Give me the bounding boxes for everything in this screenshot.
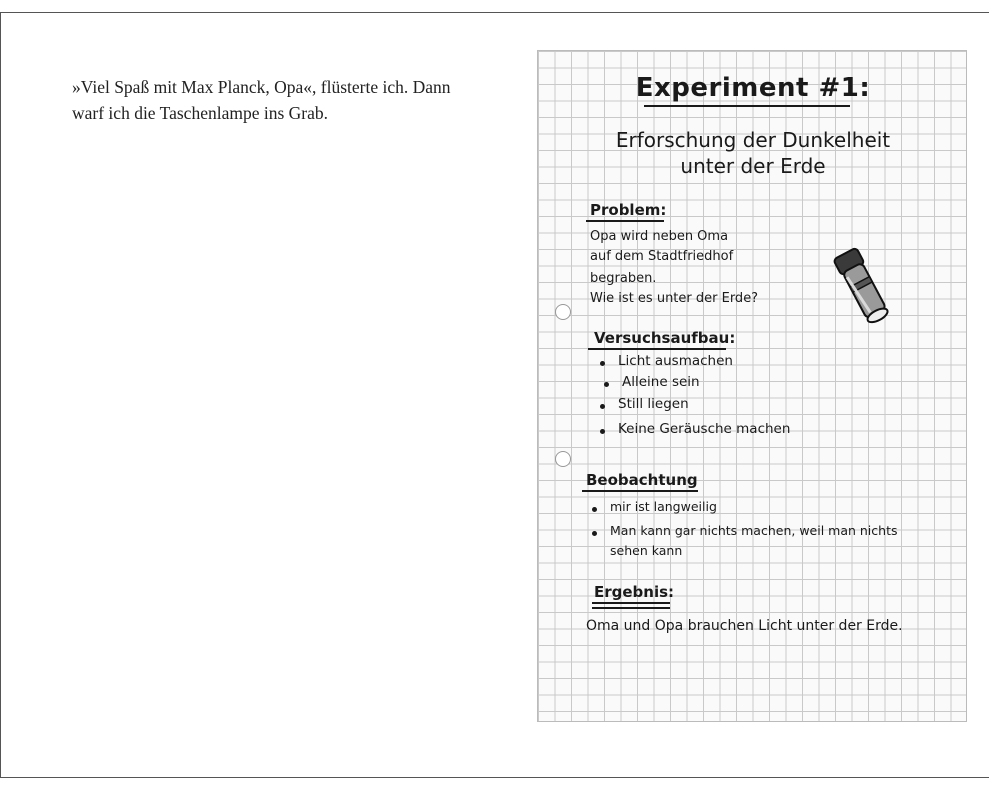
experiment-title: Experiment #1:	[635, 73, 871, 103]
observation-item: mir ist langweilig	[588, 499, 897, 523]
experiment-subtitle	[538, 127, 968, 179]
setup-item: Alleine sein	[600, 374, 790, 396]
result-underline-1	[592, 602, 670, 604]
punch-hole-top	[555, 304, 571, 320]
problem-underline	[586, 220, 664, 222]
setup-heading: Versuchsaufbau:	[594, 329, 736, 347]
problem-line-1: Opa wird neben Oma	[590, 229, 729, 244]
problem-line-2: auf dem Stadtfriedhof	[590, 249, 734, 264]
subtitle-line-1: Erforschung der Dunkelheit	[615, 128, 891, 152]
setup-item: Keine Geräusche machen	[596, 421, 790, 443]
observation-item: Man kann gar nichts machen, weil man nichts	[588, 523, 897, 541]
punch-hole-bottom	[555, 451, 571, 467]
setup-item: Licht ausmachen	[596, 353, 790, 374]
title-underline	[644, 105, 850, 107]
grid-paper-sheet	[537, 50, 967, 722]
setup-list	[596, 353, 790, 443]
observation-underline	[582, 490, 698, 492]
story-paragraph: »Viel Spaß mit Max Planck, Opa«, flüsterte ich. Dann warf ich die Taschenlampe ins Grab.	[72, 77, 451, 123]
subtitle-line-2: unter der Erde	[680, 154, 826, 178]
result-underline-2	[592, 607, 670, 609]
observation-list	[588, 499, 897, 541]
problem-line-3: begraben.	[590, 271, 657, 286]
flashlight-icon	[828, 243, 898, 333]
problem-heading: Problem:	[590, 201, 667, 219]
result-heading: Ergebnis:	[594, 583, 675, 601]
setup-item: Still liegen	[596, 396, 790, 421]
problem-line-4: Wie ist es unter der Erde?	[590, 291, 759, 306]
observation-item-continuation: sehen kann	[610, 543, 683, 558]
result-text: Oma und Opa brauchen Licht unter der Erde.	[586, 618, 903, 634]
setup-underline	[588, 348, 726, 350]
observation-heading: Beobachtung	[586, 471, 698, 489]
